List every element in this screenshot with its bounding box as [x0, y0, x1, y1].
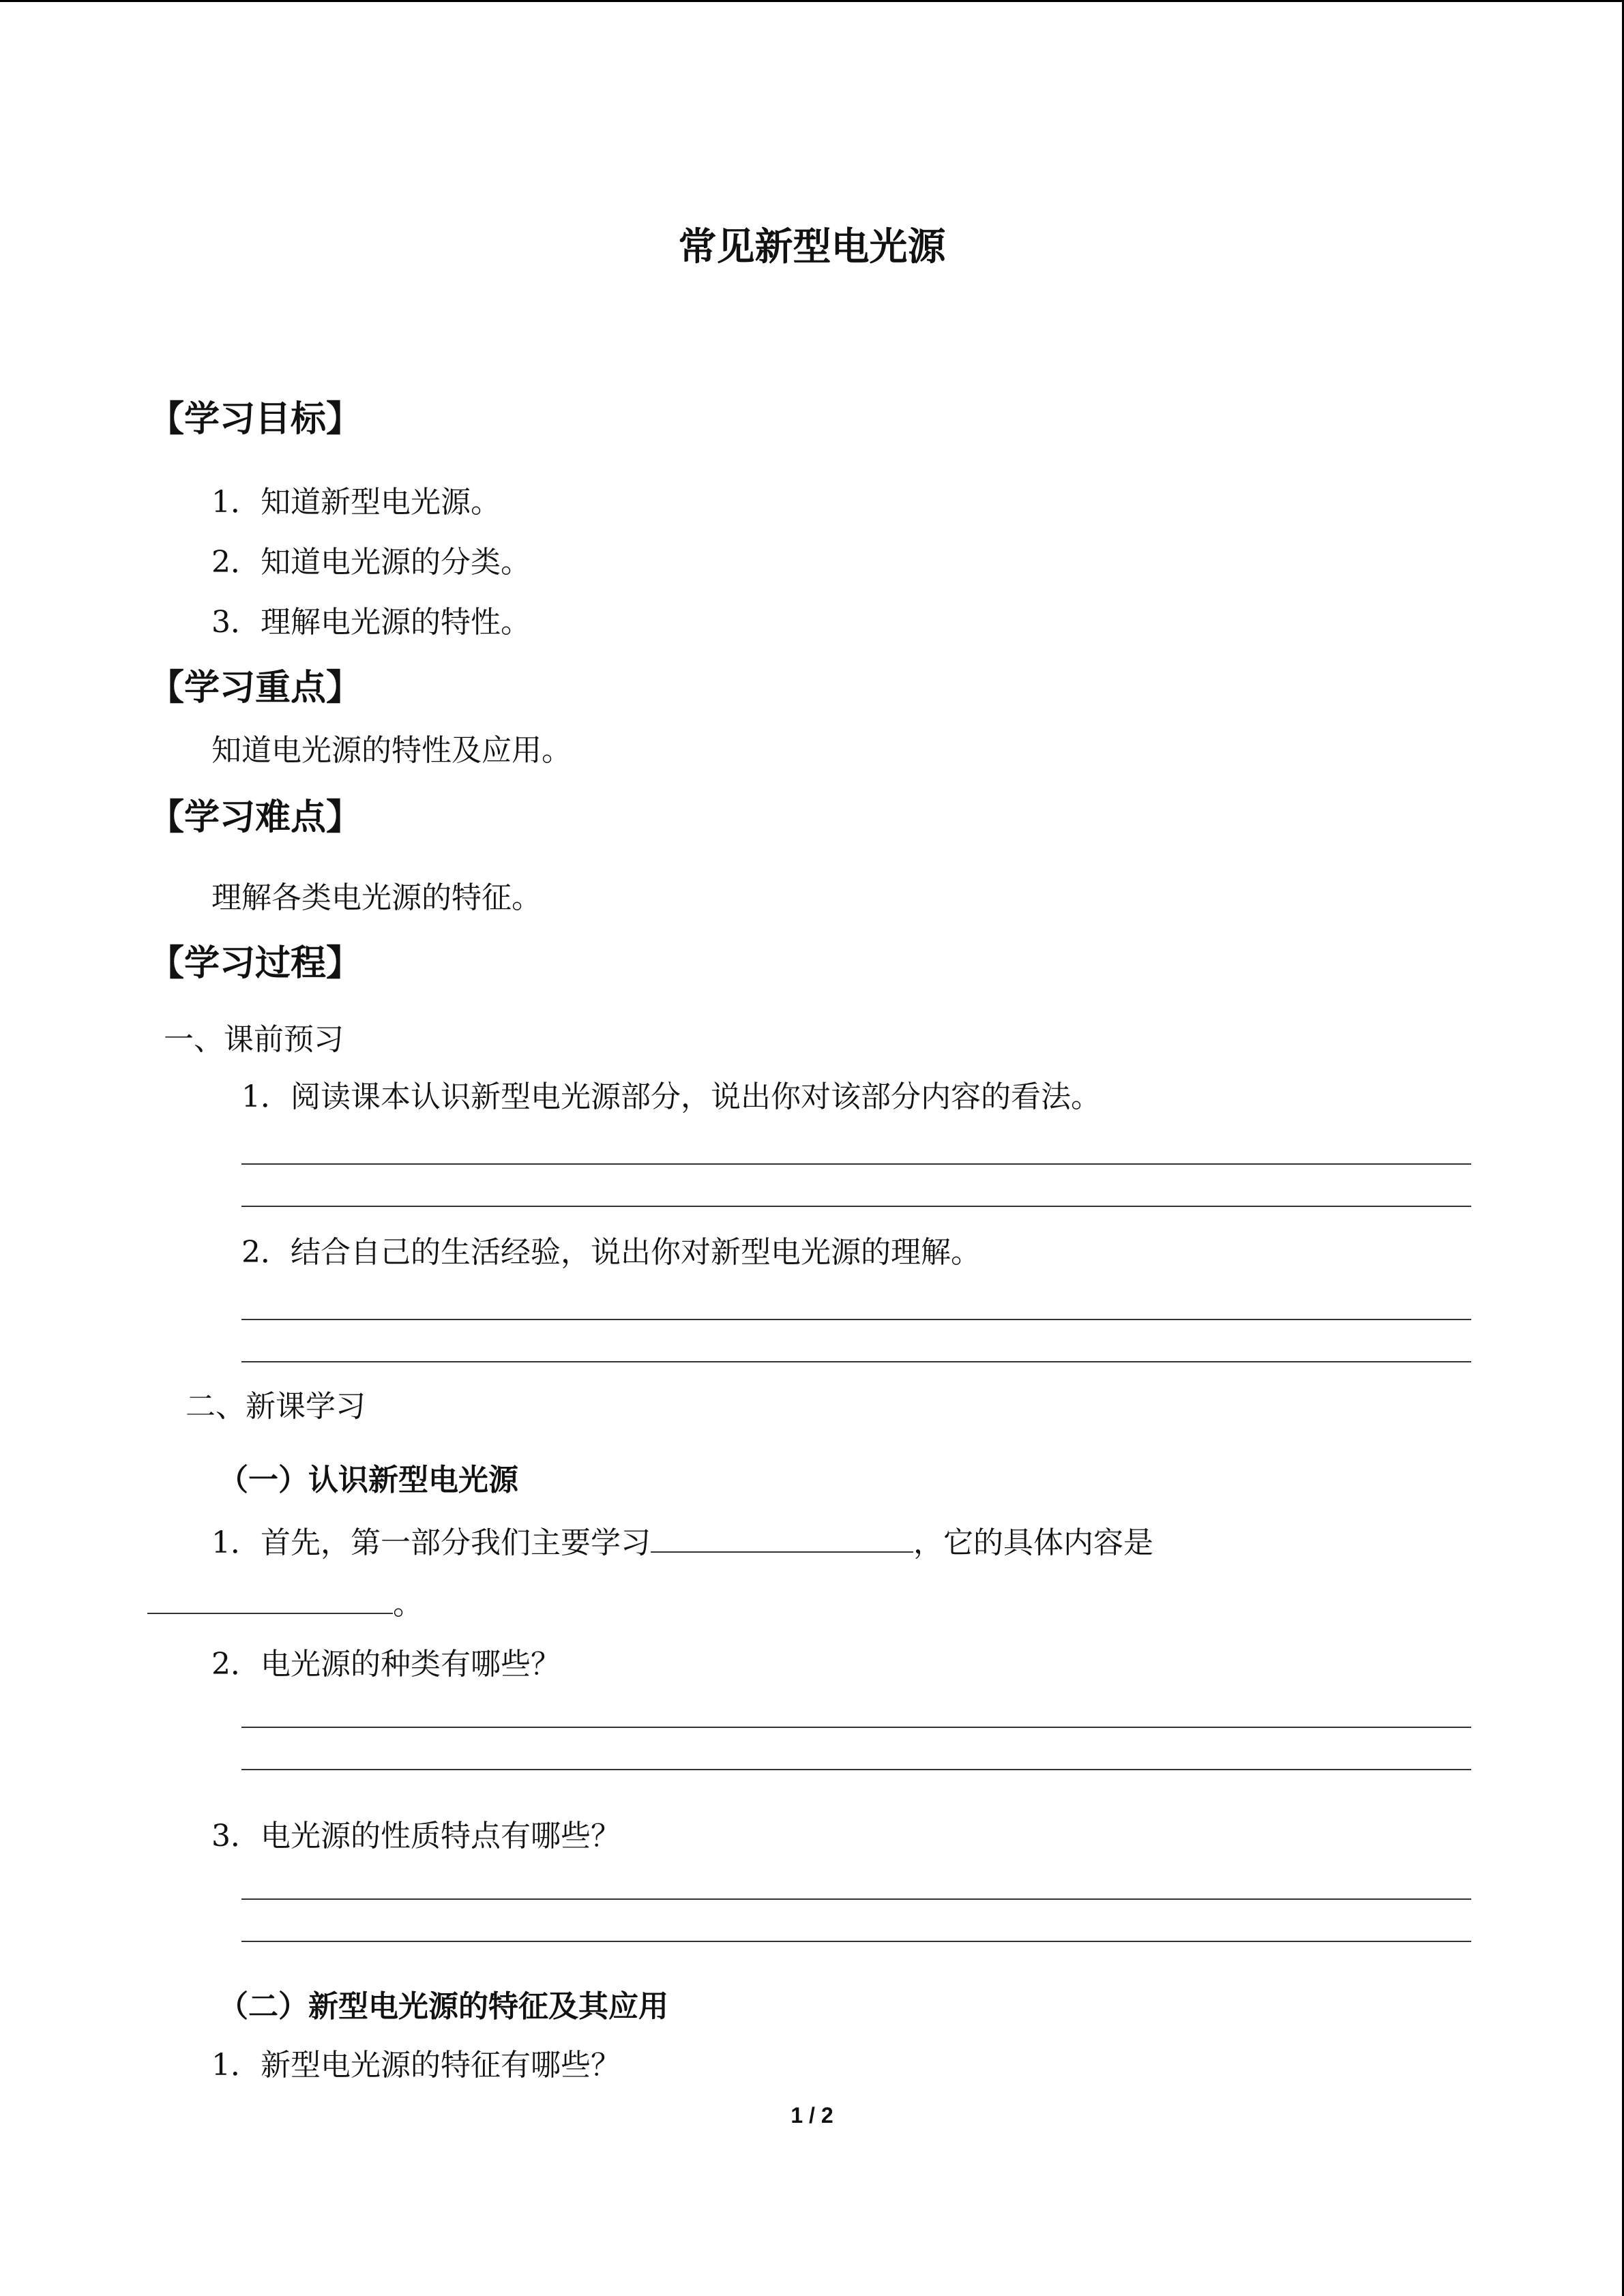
fill-blank[interactable] — [651, 1521, 913, 1553]
answer-line[interactable] — [241, 1319, 1471, 1320]
part2-heading: （二）新型电光源的特征及其应用 — [218, 1989, 668, 2024]
preview-heading: 一、课前预习 — [164, 1022, 344, 1057]
goal-item-1: 1．知道新型电光源。 — [211, 485, 501, 520]
answer-line[interactable] — [241, 1163, 1471, 1165]
part1-question-2: 2．电光源的种类有哪些？ — [211, 1647, 561, 1682]
key-points-heading: 【学习重点】 — [149, 668, 362, 709]
difficulties-text: 理解各类电光源的特征。 — [211, 880, 542, 915]
part1-question-1-end: 。 — [393, 1587, 423, 1622]
fill-blank[interactable] — [147, 1583, 393, 1614]
page-number: 1 / 2 — [791, 2103, 833, 2128]
goal-item-3: 3．理解电光源的特性。 — [211, 605, 531, 640]
preview-question-2: 2．结合自己的生活经验，说出你对新型电光源的理解。 — [241, 1235, 981, 1270]
page-title: 常见新型电光源 — [678, 225, 946, 269]
answer-line[interactable] — [241, 1941, 1471, 1942]
answer-line[interactable] — [241, 1727, 1471, 1728]
part1-question-1 — [211, 1518, 1153, 1562]
part1-question-1-middle: ，它的具体内容是 — [913, 1525, 1153, 1560]
part1-question-3: 3．电光源的性质特点有哪些？ — [211, 1819, 621, 1853]
page-top-border — [0, 0, 1624, 2]
answer-line[interactable] — [241, 1769, 1471, 1770]
key-points-text: 知道电光源的特性及应用。 — [211, 733, 572, 768]
process-heading: 【学习过程】 — [149, 943, 362, 984]
preview-question-1: 1．阅读课本认识新型电光源部分，说出你对该部分内容的看法。 — [241, 1079, 1101, 1114]
part1-heading: （一）认识新型电光源 — [218, 1463, 518, 1497]
answer-line[interactable] — [241, 1898, 1471, 1900]
part1-question-1-continued — [147, 1579, 423, 1623]
answer-line[interactable] — [241, 1206, 1471, 1207]
answer-line[interactable] — [241, 1361, 1471, 1362]
goal-item-2: 2．知道电光源的分类。 — [211, 545, 531, 580]
difficulties-heading: 【学习难点】 — [149, 797, 362, 838]
goals-heading: 【学习目标】 — [149, 399, 362, 440]
new-lesson-heading: 二、新课学习 — [186, 1389, 366, 1424]
part2-question-1: 1．新型电光源的特征有哪些？ — [211, 2048, 621, 2083]
part1-question-1-prefix: 1．首先，第一部分我们主要学习 — [211, 1525, 651, 1560]
